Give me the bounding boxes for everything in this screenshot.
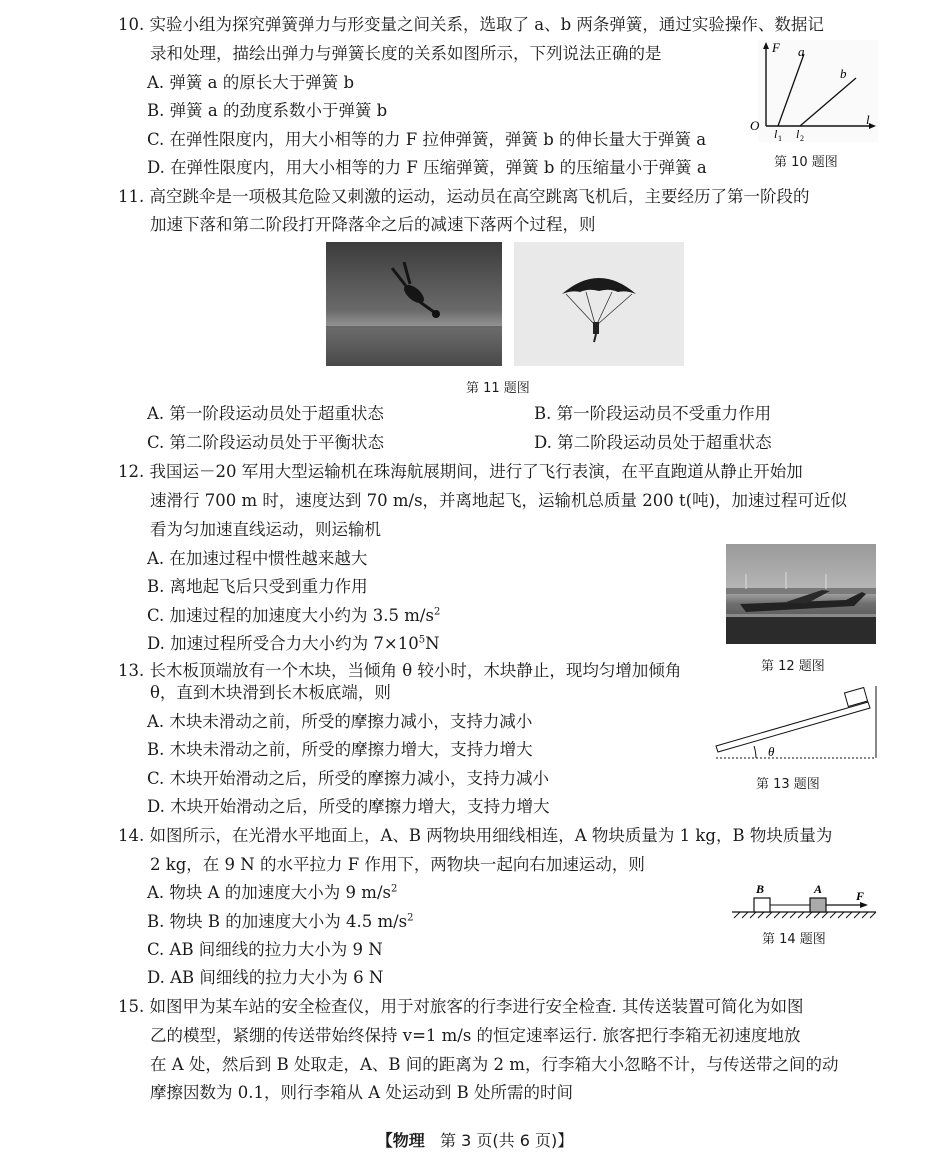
q10-option-c: C. 在弹性限度内，用大小相等的力 F 拉伸弹簧，弹簧 b 的伸长量大于弹簧 a bbox=[147, 130, 707, 149]
q11-option-a: A. 第一阶段运动员处于超重状态 bbox=[147, 404, 384, 423]
q12-option-b: B. 离地起飞后只受到重力作用 bbox=[147, 577, 368, 596]
q14-stem-line2: 2 kg，在 9 N 的水平拉力 F 作用下，两物块一起向右加速运动，则 bbox=[150, 855, 645, 874]
q10-tick-l2: l bbox=[796, 127, 800, 141]
q10-tick-l1-sub: 1 bbox=[778, 134, 782, 143]
q13-option-c: C. 木块开始滑动之后，所受的摩擦力减小，支持力减小 bbox=[147, 769, 550, 788]
q14-stem-line1: 14. 如图所示，在光滑水平地面上，A、B 两物块用细线相连，A 物块质量为 1 kg，B 物块质量为 bbox=[118, 826, 833, 845]
q15-stem-line3: 在 A 处，然后到 B 处取走，A、B 间的距离为 2 m，行李箱大小忽略不计，与传送带之间的动 bbox=[150, 1055, 839, 1074]
q10-origin-label: O bbox=[750, 118, 760, 133]
q11-parachute-photo bbox=[514, 242, 684, 366]
q13-option-d: D. 木块开始滑动之后，所受的摩擦力增大，支持力增大 bbox=[147, 797, 550, 816]
q13-incline-figure bbox=[712, 684, 878, 764]
q13-stem-line2: θ，直到木块滑到长木板底端，则 bbox=[150, 683, 391, 702]
q13-option-a: A. 木块未滑动之前，所受的摩擦力减小，支持力减小 bbox=[147, 712, 533, 731]
q14-option-a: A. 物块 A 的加速度大小为 9 $m/s^2$ bbox=[147, 883, 398, 902]
q10-axis-f-label: F bbox=[772, 40, 780, 55]
q14-option-c: C. AB 间细线的拉力大小为 9 N bbox=[147, 940, 383, 959]
q11-stem-line1: 11. 高空跳伞是一项极其危险又刺激的运动，运动员在高空跳离飞机后，主要经历了第一阶段的 bbox=[118, 187, 810, 206]
page-footer bbox=[0, 1128, 950, 1151]
q11-freefall-photo bbox=[326, 242, 502, 366]
q14-option-b: B. 物块 B 的加速度大小为 4.5 $m/s^2$ bbox=[147, 912, 414, 931]
q14-blocks-figure bbox=[730, 876, 878, 920]
q11-figure-caption: 第 11 题图 bbox=[466, 381, 530, 396]
q10-tick-l1: l bbox=[774, 127, 778, 141]
q12-stem-line3: 看为匀加速直线运动，则运输机 bbox=[150, 520, 381, 539]
q12-option-c: C. 加速过程的加速度大小约为 3.5 $m/s^2$ bbox=[147, 606, 441, 625]
q13-stem-line1: 13. 长木板顶端放有一个木块，当倾角 θ 较小时，木块静止，现均匀增加倾角 bbox=[118, 661, 682, 680]
q10-axis-l-label: l bbox=[866, 112, 870, 127]
q10-stem-line2: 录和处理，描绘出弹力与弹簧长度的关系如图所示，下列说法正确的是 bbox=[150, 44, 662, 63]
q10-stem-line1: 10. 实验小组为探究弹簧弹力与形变量之间关系，选取了 a、b 两条弹簧，通过实验操作、数据记 bbox=[118, 15, 824, 34]
q11-stem-line2: 加速下落和第二阶段打开降落伞之后的减速下落两个过程，则 bbox=[150, 215, 596, 234]
q10-option-a: A. 弹簧 a 的原长大于弹簧 b bbox=[147, 73, 355, 92]
q11-option-b: B. 第一阶段运动员不受重力作用 bbox=[534, 404, 772, 423]
q10-option-b: B. 弹簧 a 的劲度系数小于弹簧 b bbox=[147, 101, 388, 120]
q15-stem-line2: 乙的模型，紧绷的传送带始终保持 v=1 m/s 的恒定速率运行. 旅客把行李箱无初速度地放 bbox=[150, 1026, 801, 1045]
q15-stem-line4: 摩擦因数为 0.1，则行李箱从 A 处运动到 B 处所需的时间 bbox=[150, 1083, 574, 1102]
q10-tick-l2-sub: 2 bbox=[800, 134, 804, 143]
q12-stem-line2: 速滑行 700 m 时，速度达到 70 m/s，并离地起飞，运输机总质量 200 t(吨)，加速过程可近似 bbox=[150, 491, 848, 510]
q14-option-d: D. AB 间细线的拉力大小为 6 N bbox=[147, 968, 384, 987]
q10-option-d: D. 在弹性限度内，用大小相等的力 F 压缩弹簧，弹簧 b 的压缩量小于弹簧 a bbox=[147, 158, 707, 177]
q13-figure-caption: 第 13 题图 bbox=[756, 777, 820, 792]
q11-option-d: D. 第二阶段运动员处于超重状态 bbox=[534, 433, 772, 452]
q14-force-label: F bbox=[856, 889, 865, 903]
q10-line-a-label: a bbox=[798, 44, 805, 59]
footer-page-number: 第 3 页(共 6 页)】 bbox=[440, 1131, 574, 1150]
q12-transport-plane-photo bbox=[726, 544, 876, 644]
q12-option-d: D. 加速过程所受合力大小约为 $7\times 10^5N$ bbox=[147, 634, 440, 653]
footer-subject: 【物理 bbox=[376, 1131, 425, 1150]
q12-option-a: A. 在加速过程中惯性越来越大 bbox=[147, 549, 368, 568]
q13-option-b: B. 木块未滑动之前，所受的摩擦力增大，支持力增大 bbox=[147, 740, 533, 759]
q11-option-c: C. 第二阶段运动员处于平衡状态 bbox=[147, 433, 385, 452]
q10-figure-caption: 第 10 题图 bbox=[774, 155, 838, 170]
q10-spring-graph bbox=[748, 38, 880, 146]
q10-line-b-label: b bbox=[840, 66, 847, 81]
q12-figure-caption: 第 12 题图 bbox=[761, 659, 825, 674]
q14-block-a-label: A bbox=[814, 882, 823, 896]
q14-block-b-label: B bbox=[756, 882, 765, 896]
q13-angle-label: θ bbox=[768, 744, 775, 759]
q14-figure-caption: 第 14 题图 bbox=[762, 932, 826, 947]
q15-stem-line1: 15. 如图甲为某车站的安全检查仪，用于对旅客的行李进行安全检查. 其传送装置可简化为如图 bbox=[118, 997, 804, 1016]
q12-stem-line1: 12. 我国运－20 军用大型运输机在珠海航展期间，进行了飞行表演，在平直跑道从静止开始加 bbox=[118, 462, 803, 481]
